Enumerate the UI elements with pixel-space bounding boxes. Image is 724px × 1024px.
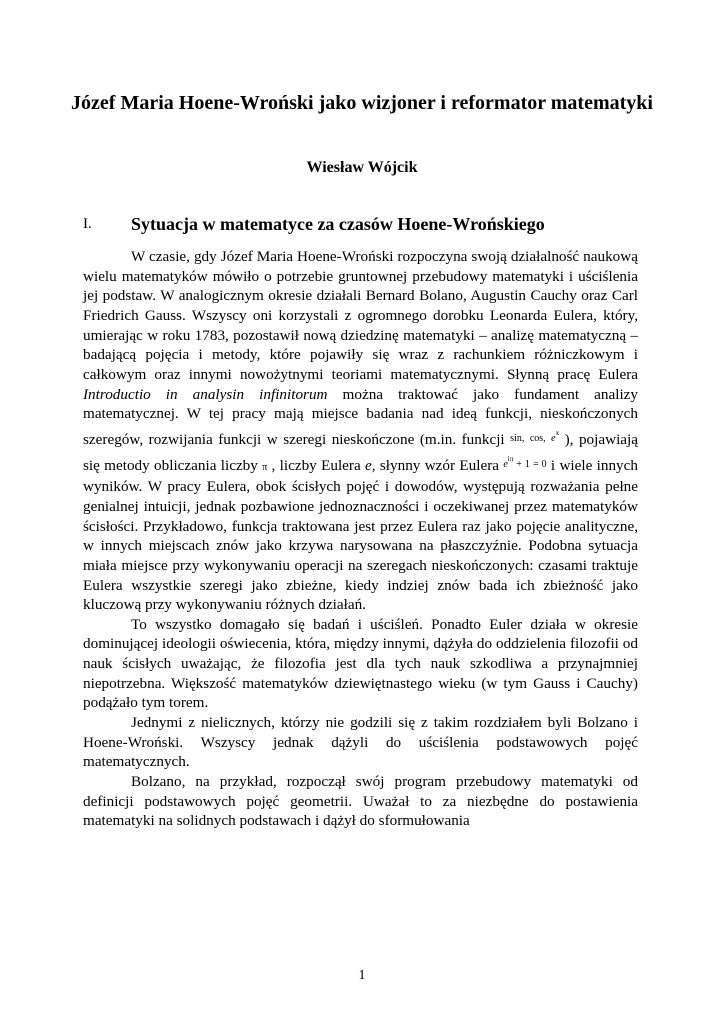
exp-base: e [551, 432, 556, 444]
exp-power: x [555, 428, 560, 437]
euler-power: iπ [507, 454, 514, 463]
text-run: i wiele innych wyników. W pracy Eulera, obok ścisłych pojęć i dowodów, występują rozważania pełne genialnej intuicji, jednak pozbawione jednoznaczności i oczekiwanej przez matematyków ścisłości. Przykładowo, funkcja traktowana jest przez Eulera raz jako pojęcie analityczne, w innych miejscach znów jako krzywa narysowana na płaszczyźnie. Podobna sytuacja miała miejsce przy wykonywaniu operacji na szeregach nieskończonych: czasami traktuje Eulera wszystkie szeregi jako zbieżne, kiedy indziej znów bada ich zbieżność jako kluczową przy wykonywaniu różnych działań. [83, 456, 638, 614]
section-number: I. [83, 216, 92, 232]
book-title: Introductio in analysin infinitorum [83, 385, 328, 403]
euler-base: e [503, 458, 508, 470]
euler-rest: + 1 = 0 [513, 458, 547, 470]
function-cos: cos, [529, 432, 546, 444]
section-heading [83, 212, 643, 236]
paragraph [83, 247, 638, 615]
text-run: można traktować jako fundament analizy matematycznej. W tej pracy mają miejsce badania nad ideą funkcji, nieskończonych szeregów, rozwijania funkcji w szeregi nieskończone (m.in. funkcji [83, 385, 638, 448]
section-title: Sytuacja w matematyce za czasów Hoene-Wrońskiego [131, 214, 545, 234]
function-sin: sin, [510, 432, 525, 444]
text-run: , słynny wzór Eulera [371, 456, 504, 474]
text-run: , liczby Eulera [267, 456, 366, 474]
euler-number: e [365, 456, 372, 474]
paragraph: Jednymi z nielicznych, którzy nie godzili się z takim rozdziałem byli Bolzano i Hoene-Wroński. Wszyscy jednak dążyli do uściślenia podstawowych pojęć matematycznych. [83, 714, 638, 771]
page-number: 1 [358, 968, 366, 983]
function-exp [551, 428, 560, 444]
author-name: Wiesław Wójcik [306, 159, 418, 176]
paragraph: To wszystko domagało się badań i uściśleń. Ponadto Euler działa w okresie dominującej ideologii oświecenia, która, między innymi, dążyła do oddzielenia filozofii od nauk ścisłych uważając, że filozofia jest dla tych nauk szkodliwa a przynajmniej niepotrzebna. Większość matematyków dziewiętnastego wieku (w tym Gauss i Cauchy) podążało tym torem. [83, 615, 638, 712]
body-text [83, 247, 638, 831]
paper-title: Józef Maria Hoene-Wroński jako wizjoner i reformator matematyki [71, 92, 653, 114]
paragraph: Bolzano, na przykład, rozpoczął swój program przebudowy matematyki od definicji podstawowych pojęć geometrii. Uważał to za niezbędne do postawienia matematyki na solidnych podstawach i dążył do sformułowania [83, 773, 638, 830]
text-run: ), pojawiają się metody obliczania liczby [83, 430, 639, 474]
pi-symbol: π [262, 461, 268, 473]
text-run: W czasie, gdy Józef Maria Hoene-Wroński rozpoczyna swoją działalność naukową wielu matematyków mówiło o potrzebie gruntownej przebudowy matematyki i uściślenia jej podstaw. W analogicznym okresie działali Bernard Bolano, Augustin Cauchy oraz Carl Friedrich Gauss. Wszyscy oni korzystali z ogromnego dorobku Leonarda Eulera, który, umierając w roku 1783, pozostawił nową dziedzinę matematyki – analizę matematyczną – badającą pojęcia i metody, które pojawiły się wraz z rachunkiem różniczkowym i całkowym oraz innymi nowożytnymi teoriami matematycznymi. Słynną pracę Eulera [83, 248, 638, 383]
